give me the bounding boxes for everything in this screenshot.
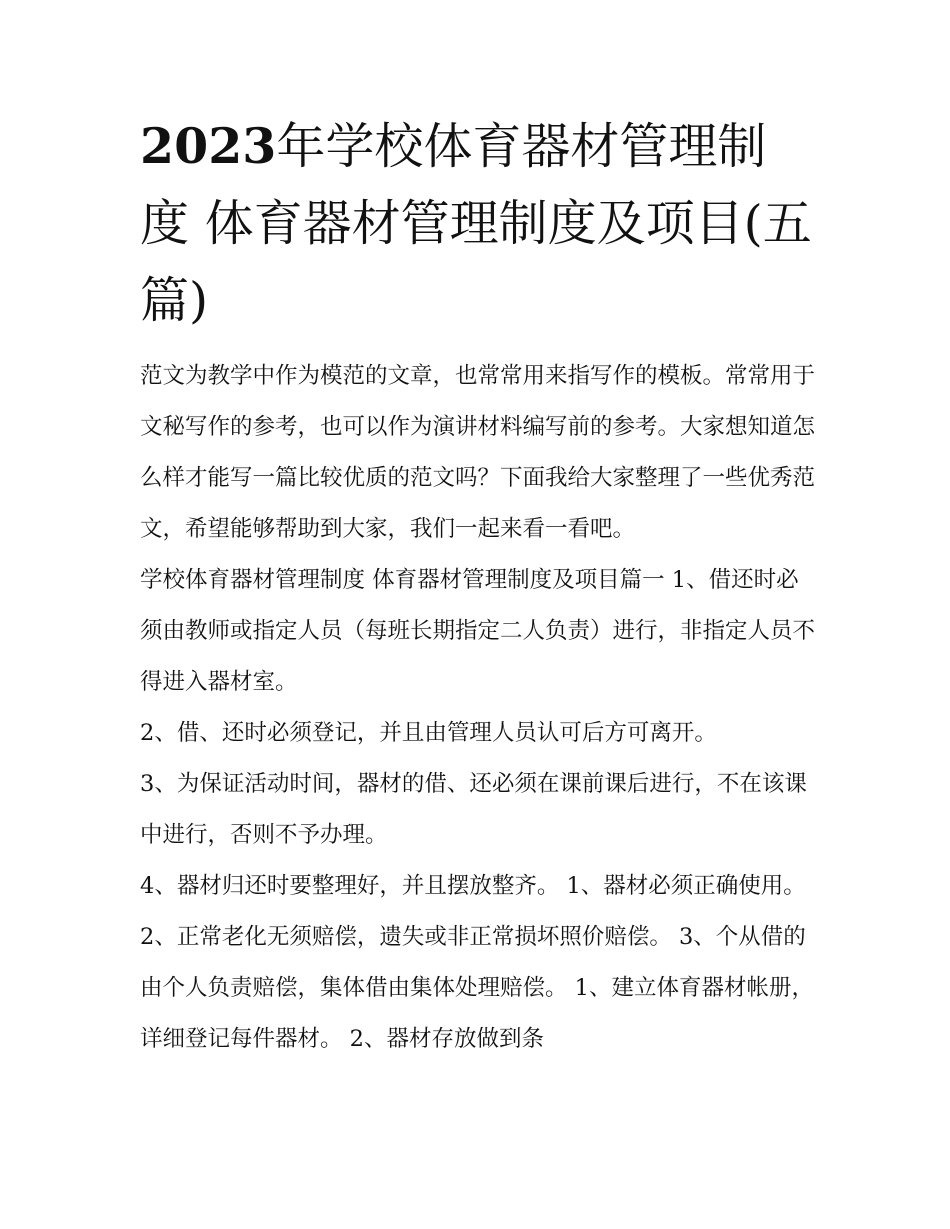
body-paragraph-3: 3、为保证活动时间，器材的借、还必须在课前课后进行，不在该课中进行，否则不予办理。: [140, 771, 807, 848]
body-paragraph-1: 学校体育器材管理制度 体育器材管理制度及项目篇一 1、借还时必须由教师或指定人员（每班长期指定二人负责）进行，非指定人员不得进入器材室。: [140, 567, 816, 695]
body-paragraph-4: 4、器材归还时要整理好，并且摆放整齐。 1、器材必须正确使用。 2、正常老化无须赔偿，遗失或非正常损坏照价赔偿。 3、个从借的由个人负责赔偿，集体借由集体处理赔偿。 1、建立体育器材帐册，详细登记每件器材。 2、器材存放做到条: [140, 873, 814, 1052]
document-page: [140, 108, 815, 1065]
title-year: 2023: [140, 117, 277, 175]
intro-paragraph: 范文为教学中作为模范的文章，也常常用来指写作的模板。常常用于文秘写作的参考，也可以作为演讲材料编写前的参考。大家想知道怎么样才能写一篇比较优质的范文吗？下面我给大家整理了一些优秀范文，希望能够帮助到大家，我们一起来看一看吧。: [140, 363, 816, 542]
title-text: 年学校体育器材管理制度 体育器材管理制度及项目(五篇): [140, 118, 812, 329]
body-paragraph-2: 2、借、还时必须登记，并且由管理人员认可后方可离开。: [140, 720, 717, 746]
document-title: [140, 108, 815, 339]
